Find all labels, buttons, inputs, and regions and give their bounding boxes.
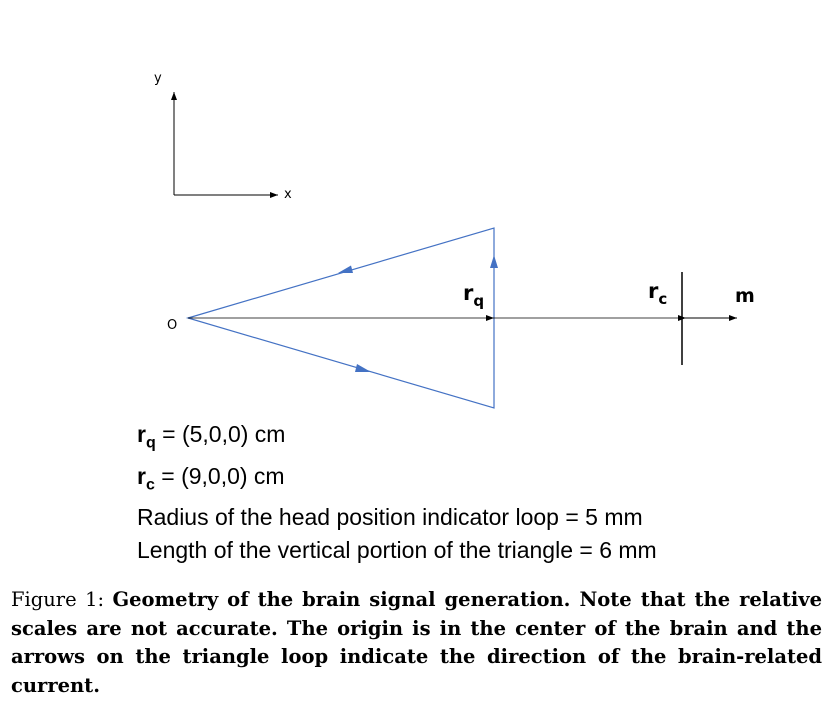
rq-value: = (5,0,0) cm: [155, 421, 286, 447]
x-axis-label: x: [284, 187, 292, 202]
parameter-list: [137, 418, 657, 567]
y-axis-label: y: [154, 71, 162, 86]
rq-label: [463, 281, 484, 310]
rq-label-sub: q: [473, 292, 485, 310]
loop-arrow-lower: [355, 364, 371, 372]
rq-label-main: r: [463, 281, 474, 305]
rq-symbol: r: [137, 421, 146, 447]
rc-label: [648, 279, 667, 308]
triangle-length-text: Length of the vertical portion of the triangle = 6 mm: [137, 537, 657, 564]
rc-definition: [137, 460, 657, 502]
m-label: m: [735, 285, 755, 307]
rc-symbol: r: [137, 462, 146, 489]
loop-arrow-upper: [338, 266, 353, 274]
loop-arrow-vertical: [490, 255, 498, 268]
rc-label-sub: c: [658, 290, 668, 308]
rq-definition: [137, 418, 657, 460]
caption-body: Geometry of the brain signal generation. Note that the relative scales are not accurate. The origin is in the center of the brain and the arrows on the triangle loop indicate the direction of the brain-related current.: [11, 588, 822, 697]
rq-subscript: q: [145, 434, 156, 452]
loop-radius-text: Radius of the head position indicator loop = 5 mm: [137, 504, 643, 531]
rc-value: = (9,0,0) cm: [154, 462, 285, 489]
axes-indicator: [154, 71, 292, 202]
caption-prefix: Figure 1:: [11, 588, 113, 611]
rc-subscript: c: [145, 476, 155, 494]
rc-label-main: r: [648, 279, 659, 303]
origin-label: O: [167, 318, 178, 333]
figure-caption: [11, 586, 822, 700]
